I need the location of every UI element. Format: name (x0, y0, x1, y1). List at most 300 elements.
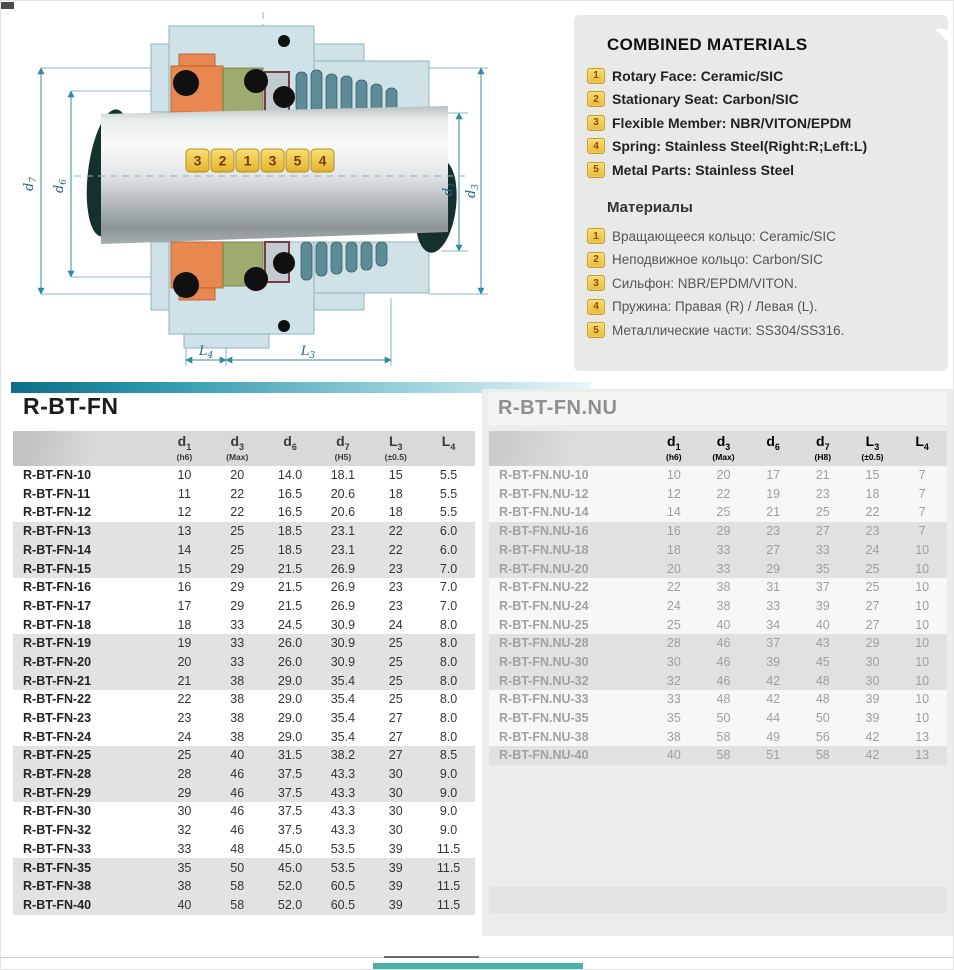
value-cell: 38 (666, 729, 681, 744)
value-cell: 14 (666, 505, 681, 520)
materials-list-en (574, 64, 948, 182)
column-header: $d_3$ (Max) (211, 431, 264, 466)
value-cell: 8.0 (439, 636, 458, 651)
value-cell: 32 (177, 823, 192, 838)
value-cell: 27 (388, 729, 403, 744)
materials-panel (574, 15, 948, 371)
value-cell: 18 (177, 617, 192, 632)
set-screw-bottom (278, 320, 290, 332)
value-cell: 25 (716, 505, 731, 520)
value-cell: 13 (177, 524, 192, 539)
part-label-number: 2 (218, 152, 227, 169)
model-name-cell: R-BT-FN-12 (23, 505, 92, 520)
value-cell: 37.5 (277, 767, 303, 782)
value-cell: 31 (766, 580, 781, 595)
table-row (489, 634, 947, 653)
table-row (489, 578, 947, 597)
value-cell: 11.5 (436, 841, 461, 856)
value-cell: 37.5 (277, 823, 303, 838)
value-cell: 25 (865, 580, 880, 595)
value-cell: 30 (865, 673, 880, 688)
material-item (587, 295, 940, 319)
model-name-cell: R-BT-FN-15 (23, 561, 92, 576)
table-row (13, 728, 475, 747)
seal-cross-section-diagram (16, 6, 561, 381)
value-cell: 43 (815, 636, 830, 651)
model-name-cell: R-BT-FN-17 (23, 598, 92, 613)
material-item-text: Stationary Seat: Carbon/SIC (612, 91, 799, 108)
part-label-number: 3 (193, 152, 202, 169)
value-cell: 33 (716, 561, 731, 576)
table-row (13, 802, 475, 821)
value-cell: 23 (766, 524, 781, 539)
value-cell: 33 (230, 654, 245, 669)
value-cell: 15 (388, 468, 403, 483)
value-cell: 26.0 (277, 654, 303, 669)
model-name-cell: R-BT-FN-24 (23, 729, 92, 744)
material-item (587, 88, 940, 112)
value-cell: 11.5 (436, 860, 461, 875)
bottom-rule-dark-segment (384, 956, 479, 958)
value-cell: 27 (865, 617, 880, 632)
model-name-cell: R-BT-FN-40 (23, 897, 92, 912)
value-cell: 39 (815, 598, 830, 613)
value-cell: 30 (177, 804, 192, 819)
model-name-cell: R-BT-FN-32 (23, 823, 92, 838)
value-cell: 45 (815, 654, 830, 669)
value-cell: 46 (230, 785, 245, 800)
value-cell: 29 (766, 561, 781, 576)
value-cell: 38 (230, 711, 245, 726)
value-cell: 58 (815, 748, 830, 763)
value-cell: 37 (815, 580, 830, 595)
value-cell: 24 (865, 542, 880, 557)
value-cell: 29 (230, 598, 245, 613)
value-cell: 26.9 (330, 580, 356, 595)
value-cell: 22 (865, 505, 880, 520)
value-cell: 33 (815, 542, 830, 557)
value-cell: 20.6 (330, 486, 356, 501)
value-cell: 44 (766, 711, 781, 726)
value-cell: 21 (766, 505, 781, 520)
value-cell: 10 (915, 654, 930, 669)
value-cell: 14.0 (277, 468, 303, 483)
value-cell: 24 (388, 617, 403, 632)
value-cell: 10 (915, 598, 930, 613)
model-name-cell: R-BT-FN.NU-25 (499, 617, 589, 632)
model-name-cell: R-BT-FN.NU-40 (499, 748, 589, 763)
table-row (13, 653, 475, 672)
value-cell: 33 (230, 617, 245, 632)
value-cell: 5.5 (439, 505, 458, 520)
table-row (13, 821, 475, 840)
value-cell: 27 (766, 542, 781, 557)
value-cell: 7.0 (439, 561, 458, 576)
value-cell: 45.0 (277, 860, 303, 875)
model-name-cell: R-BT-FN.NU-16 (499, 524, 589, 539)
value-cell: 18 (388, 505, 403, 520)
value-cell: 5.5 (439, 468, 458, 483)
model-name-cell: R-BT-FN.NU-14 (499, 505, 589, 520)
value-cell: 35.4 (330, 729, 356, 744)
value-cell: 27 (815, 524, 830, 539)
value-cell: 35.4 (330, 692, 356, 707)
value-cell: 10 (915, 692, 930, 707)
value-cell: 22 (388, 542, 403, 557)
scan-artifact (1, 2, 14, 9)
dim-label-d6: $d_6$ (52, 178, 69, 194)
value-cell: 39 (388, 860, 403, 875)
value-cell: 20 (666, 561, 681, 576)
value-cell: 7 (918, 524, 926, 539)
table-row (13, 840, 475, 859)
value-cell: 32 (666, 673, 681, 688)
value-cell: 12 (666, 486, 681, 501)
value-cell: 8.0 (439, 617, 458, 632)
value-cell: 25 (865, 561, 880, 576)
value-cell: 17 (766, 468, 781, 483)
value-cell: 40 (230, 748, 245, 763)
table-row (489, 616, 947, 635)
table-row (489, 709, 947, 728)
value-cell: 23.1 (330, 542, 356, 557)
table-row (489, 746, 947, 765)
value-cell: 22 (177, 692, 192, 707)
value-cell: 29.0 (277, 729, 303, 744)
value-cell: 33 (716, 542, 731, 557)
table-row (13, 559, 475, 578)
value-cell: 42 (766, 692, 781, 707)
part-label-number: 5 (293, 152, 302, 169)
value-cell: 30.9 (330, 636, 356, 651)
left-spec-table (13, 431, 475, 915)
table-row (13, 672, 475, 691)
value-cell: 37.5 (277, 785, 303, 800)
value-cell: 10 (177, 468, 192, 483)
left-table-header-row (13, 431, 475, 466)
value-cell: 10 (915, 636, 930, 651)
value-cell: 5.5 (439, 486, 458, 501)
value-cell: 23.1 (330, 524, 356, 539)
value-cell: 10 (915, 542, 930, 557)
table-row (13, 896, 475, 915)
value-cell: 39 (865, 711, 880, 726)
material-item (587, 158, 940, 182)
value-cell: 16.5 (277, 486, 303, 501)
table-row (13, 784, 475, 803)
material-item (587, 272, 940, 296)
table-row (13, 877, 475, 896)
table-row (13, 597, 475, 616)
value-cell: 20 (716, 468, 731, 483)
value-cell: 7.0 (439, 580, 458, 595)
table-row (489, 728, 947, 747)
value-cell: 23 (388, 598, 403, 613)
dim-label-d3: $d_3$ (464, 183, 481, 199)
table-row (13, 503, 475, 522)
value-cell: 42 (865, 748, 880, 763)
table-row (13, 765, 475, 784)
value-cell: 8.0 (439, 673, 458, 688)
model-name-cell: R-BT-FN-13 (23, 524, 92, 539)
value-cell: 40 (177, 897, 192, 912)
value-cell: 19 (766, 486, 781, 501)
value-cell: 25 (230, 524, 245, 539)
value-cell: 7 (918, 468, 926, 483)
value-cell: 53.5 (330, 860, 356, 875)
value-cell: 30 (388, 804, 403, 819)
table-row (489, 522, 947, 541)
item-number-badge: 4 (587, 138, 605, 154)
table-row (489, 597, 947, 616)
value-cell: 40 (666, 748, 681, 763)
value-cell: 18 (388, 486, 403, 501)
model-name-cell: R-BT-FN-25 (23, 748, 92, 763)
value-cell: 45.0 (277, 841, 303, 856)
value-cell: 30 (666, 654, 681, 669)
left-table-title: R-BT-FN (23, 393, 119, 419)
material-item (587, 111, 940, 135)
value-cell: 25 (815, 505, 830, 520)
column-header: $d_1$ (h6) (158, 431, 211, 466)
table-row (489, 503, 947, 522)
value-cell: 7 (918, 486, 926, 501)
table-row (13, 690, 475, 709)
table-row (489, 690, 947, 709)
table-row (489, 653, 947, 672)
material-item-text: Spring: Stainless Steel(Right:R;Left:L) (612, 138, 868, 155)
value-cell: 53.5 (330, 841, 356, 856)
value-cell: 52.0 (277, 879, 303, 894)
value-cell: 56 (815, 729, 830, 744)
value-cell: 46 (716, 636, 731, 651)
value-cell: 25 (177, 748, 192, 763)
model-name-cell: R-BT-FN.NU-12 (499, 486, 589, 501)
table-row (13, 746, 475, 765)
value-cell: 43.3 (330, 785, 356, 800)
value-cell: 58 (716, 748, 731, 763)
value-cell: 39 (766, 654, 781, 669)
value-cell: 24 (666, 598, 681, 613)
model-name-cell: R-BT-FN.NU-10 (499, 468, 589, 483)
dim-label-L4: $L_4$ (198, 344, 214, 361)
model-name-cell: R-BT-FN-29 (23, 785, 92, 800)
value-cell: 48 (230, 841, 245, 856)
value-cell: 24.5 (277, 617, 303, 632)
value-cell: 15 (177, 561, 192, 576)
model-name-cell: R-BT-FN-11 (23, 486, 91, 501)
value-cell: 48 (815, 692, 830, 707)
value-cell: 22 (230, 486, 245, 501)
materials-list-ru (574, 225, 948, 343)
value-cell: 29 (865, 636, 880, 651)
material-item-text: Rotary Face: Ceramic/SIC (612, 67, 784, 84)
value-cell: 35.4 (330, 673, 356, 688)
value-cell: 30 (865, 654, 880, 669)
value-cell: 46 (230, 767, 245, 782)
model-name-cell: R-BT-FN.NU-35 (499, 711, 589, 726)
value-cell: 40 (716, 617, 731, 632)
value-cell: 60.5 (330, 879, 356, 894)
header-name-column (489, 431, 649, 466)
value-cell: 38 (230, 673, 245, 688)
value-cell: 17 (177, 598, 192, 613)
value-cell: 34 (766, 617, 781, 632)
value-cell: 24 (177, 729, 192, 744)
value-cell: 22 (666, 580, 681, 595)
value-cell: 8.0 (439, 654, 458, 669)
value-cell: 10 (915, 617, 930, 632)
value-cell: 46 (716, 673, 731, 688)
model-name-cell: R-BT-FN.NU-20 (499, 561, 589, 576)
table-row (13, 522, 475, 541)
value-cell: 46 (230, 823, 245, 838)
item-number-badge: 1 (587, 68, 605, 84)
value-cell: 38 (716, 598, 731, 613)
value-cell: 23 (388, 561, 403, 576)
material-item (587, 135, 940, 159)
value-cell: 15 (865, 468, 880, 483)
column-header: $L_3$ (±0.5) (369, 431, 422, 466)
table-row (489, 466, 947, 485)
value-cell: 37 (766, 636, 781, 651)
value-cell: 6.0 (439, 524, 458, 539)
value-cell: 20 (230, 468, 245, 483)
value-cell: 28 (177, 767, 192, 782)
value-cell: 20 (177, 654, 192, 669)
value-cell: 29 (177, 785, 192, 800)
value-cell: 23 (388, 580, 403, 595)
value-cell: 6.0 (439, 542, 458, 557)
value-cell: 58 (230, 879, 245, 894)
value-cell: 9.0 (439, 823, 458, 838)
value-cell: 43.3 (330, 823, 356, 838)
value-cell: 13 (915, 748, 930, 763)
column-header: $d_3$ (Max) (699, 431, 749, 466)
value-cell: 39 (388, 841, 403, 856)
value-cell: 21.5 (277, 561, 303, 576)
material-item-text: Metal Parts: Stainless Steel (612, 161, 795, 178)
value-cell: 27 (388, 748, 403, 763)
model-name-cell: R-BT-FN-20 (23, 654, 92, 669)
item-number-badge: 2 (587, 252, 605, 268)
item-number-badge: 5 (587, 322, 605, 338)
bottom-teal-bar (373, 963, 583, 970)
dim-label-d1: $d_1$ (441, 181, 458, 197)
value-cell: 25 (388, 692, 403, 707)
value-cell: 30.9 (330, 654, 356, 669)
value-cell: 38.2 (330, 748, 356, 763)
right-table-header-row (489, 431, 947, 466)
right-spec-table (489, 431, 947, 765)
model-name-cell: R-BT-FN-23 (23, 711, 92, 726)
value-cell: 46 (716, 654, 731, 669)
value-cell: 9.0 (439, 804, 458, 819)
value-cell: 11 (177, 486, 191, 501)
value-cell: 23 (177, 711, 192, 726)
value-cell: 7.0 (439, 598, 458, 613)
value-cell: 30 (388, 785, 403, 800)
model-name-cell: R-BT-FN-28 (23, 767, 92, 782)
value-cell: 25 (388, 654, 403, 669)
right-panel-band (489, 887, 947, 913)
material-item (587, 64, 940, 88)
value-cell: 11.5 (436, 879, 461, 894)
value-cell: 22 (388, 524, 403, 539)
value-cell: 10 (915, 673, 930, 688)
model-name-cell: R-BT-FN.NU-38 (499, 729, 589, 744)
model-name-cell: R-BT-FN.NU-33 (499, 692, 589, 707)
value-cell: 12 (177, 505, 192, 520)
value-cell: 25 (388, 673, 403, 688)
value-cell: 38 (716, 580, 731, 595)
table-row (489, 541, 947, 560)
value-cell: 8.0 (439, 711, 458, 726)
value-cell: 8.0 (439, 729, 458, 744)
value-cell: 33 (766, 598, 781, 613)
item-number-badge: 3 (587, 115, 605, 131)
material-item-text: Сильфон: NBR/EPDM/VITON. (612, 275, 798, 291)
value-cell: 29 (230, 561, 245, 576)
value-cell: 7 (918, 505, 926, 520)
model-name-cell: R-BT-FN-21 (23, 673, 92, 688)
value-cell: 33 (666, 692, 681, 707)
value-cell: 14 (177, 542, 192, 557)
dim-label-L3: $L_3$ (300, 344, 316, 361)
value-cell: 49 (766, 729, 781, 744)
value-cell: 29.0 (277, 711, 303, 726)
value-cell: 10 (915, 561, 930, 576)
value-cell: 30 (388, 823, 403, 838)
part-label-number: 3 (268, 152, 277, 169)
part-label-number: 4 (318, 152, 327, 169)
value-cell: 38 (230, 692, 245, 707)
value-cell: 33 (230, 636, 245, 651)
materials-title-ru: Материалы (607, 198, 693, 216)
table-row (489, 559, 947, 578)
table-row (13, 466, 475, 485)
value-cell: 26.9 (330, 561, 356, 576)
value-cell: 8.5 (439, 748, 458, 763)
value-cell: 13 (915, 729, 930, 744)
value-cell: 11.5 (436, 897, 461, 912)
column-header: $d_1$ (h6) (649, 431, 699, 466)
value-cell: 48 (815, 673, 830, 688)
value-cell: 10 (666, 468, 681, 483)
item-number-badge: 1 (587, 228, 605, 244)
column-header: $L_3$ (±0.5) (848, 431, 898, 466)
model-name-cell: R-BT-FN-38 (23, 879, 92, 894)
header-name-column (13, 431, 158, 466)
column-header: $d_6$ (264, 431, 317, 466)
material-item (587, 248, 940, 272)
model-name-cell: R-BT-FN.NU-32 (499, 673, 589, 688)
value-cell: 50 (815, 711, 830, 726)
model-name-cell: R-BT-FN-22 (23, 692, 92, 707)
value-cell: 18 (666, 542, 681, 557)
value-cell: 9.0 (439, 767, 458, 782)
value-cell: 60.5 (330, 897, 356, 912)
table-row (13, 616, 475, 635)
value-cell: 16 (177, 580, 192, 595)
value-cell: 33 (177, 841, 192, 856)
value-cell: 35.4 (330, 711, 356, 726)
value-cell: 18.1 (330, 468, 356, 483)
value-cell: 30 (388, 767, 403, 782)
value-cell: 43.3 (330, 804, 356, 819)
value-cell: 10 (915, 711, 930, 726)
value-cell: 38 (177, 879, 192, 894)
